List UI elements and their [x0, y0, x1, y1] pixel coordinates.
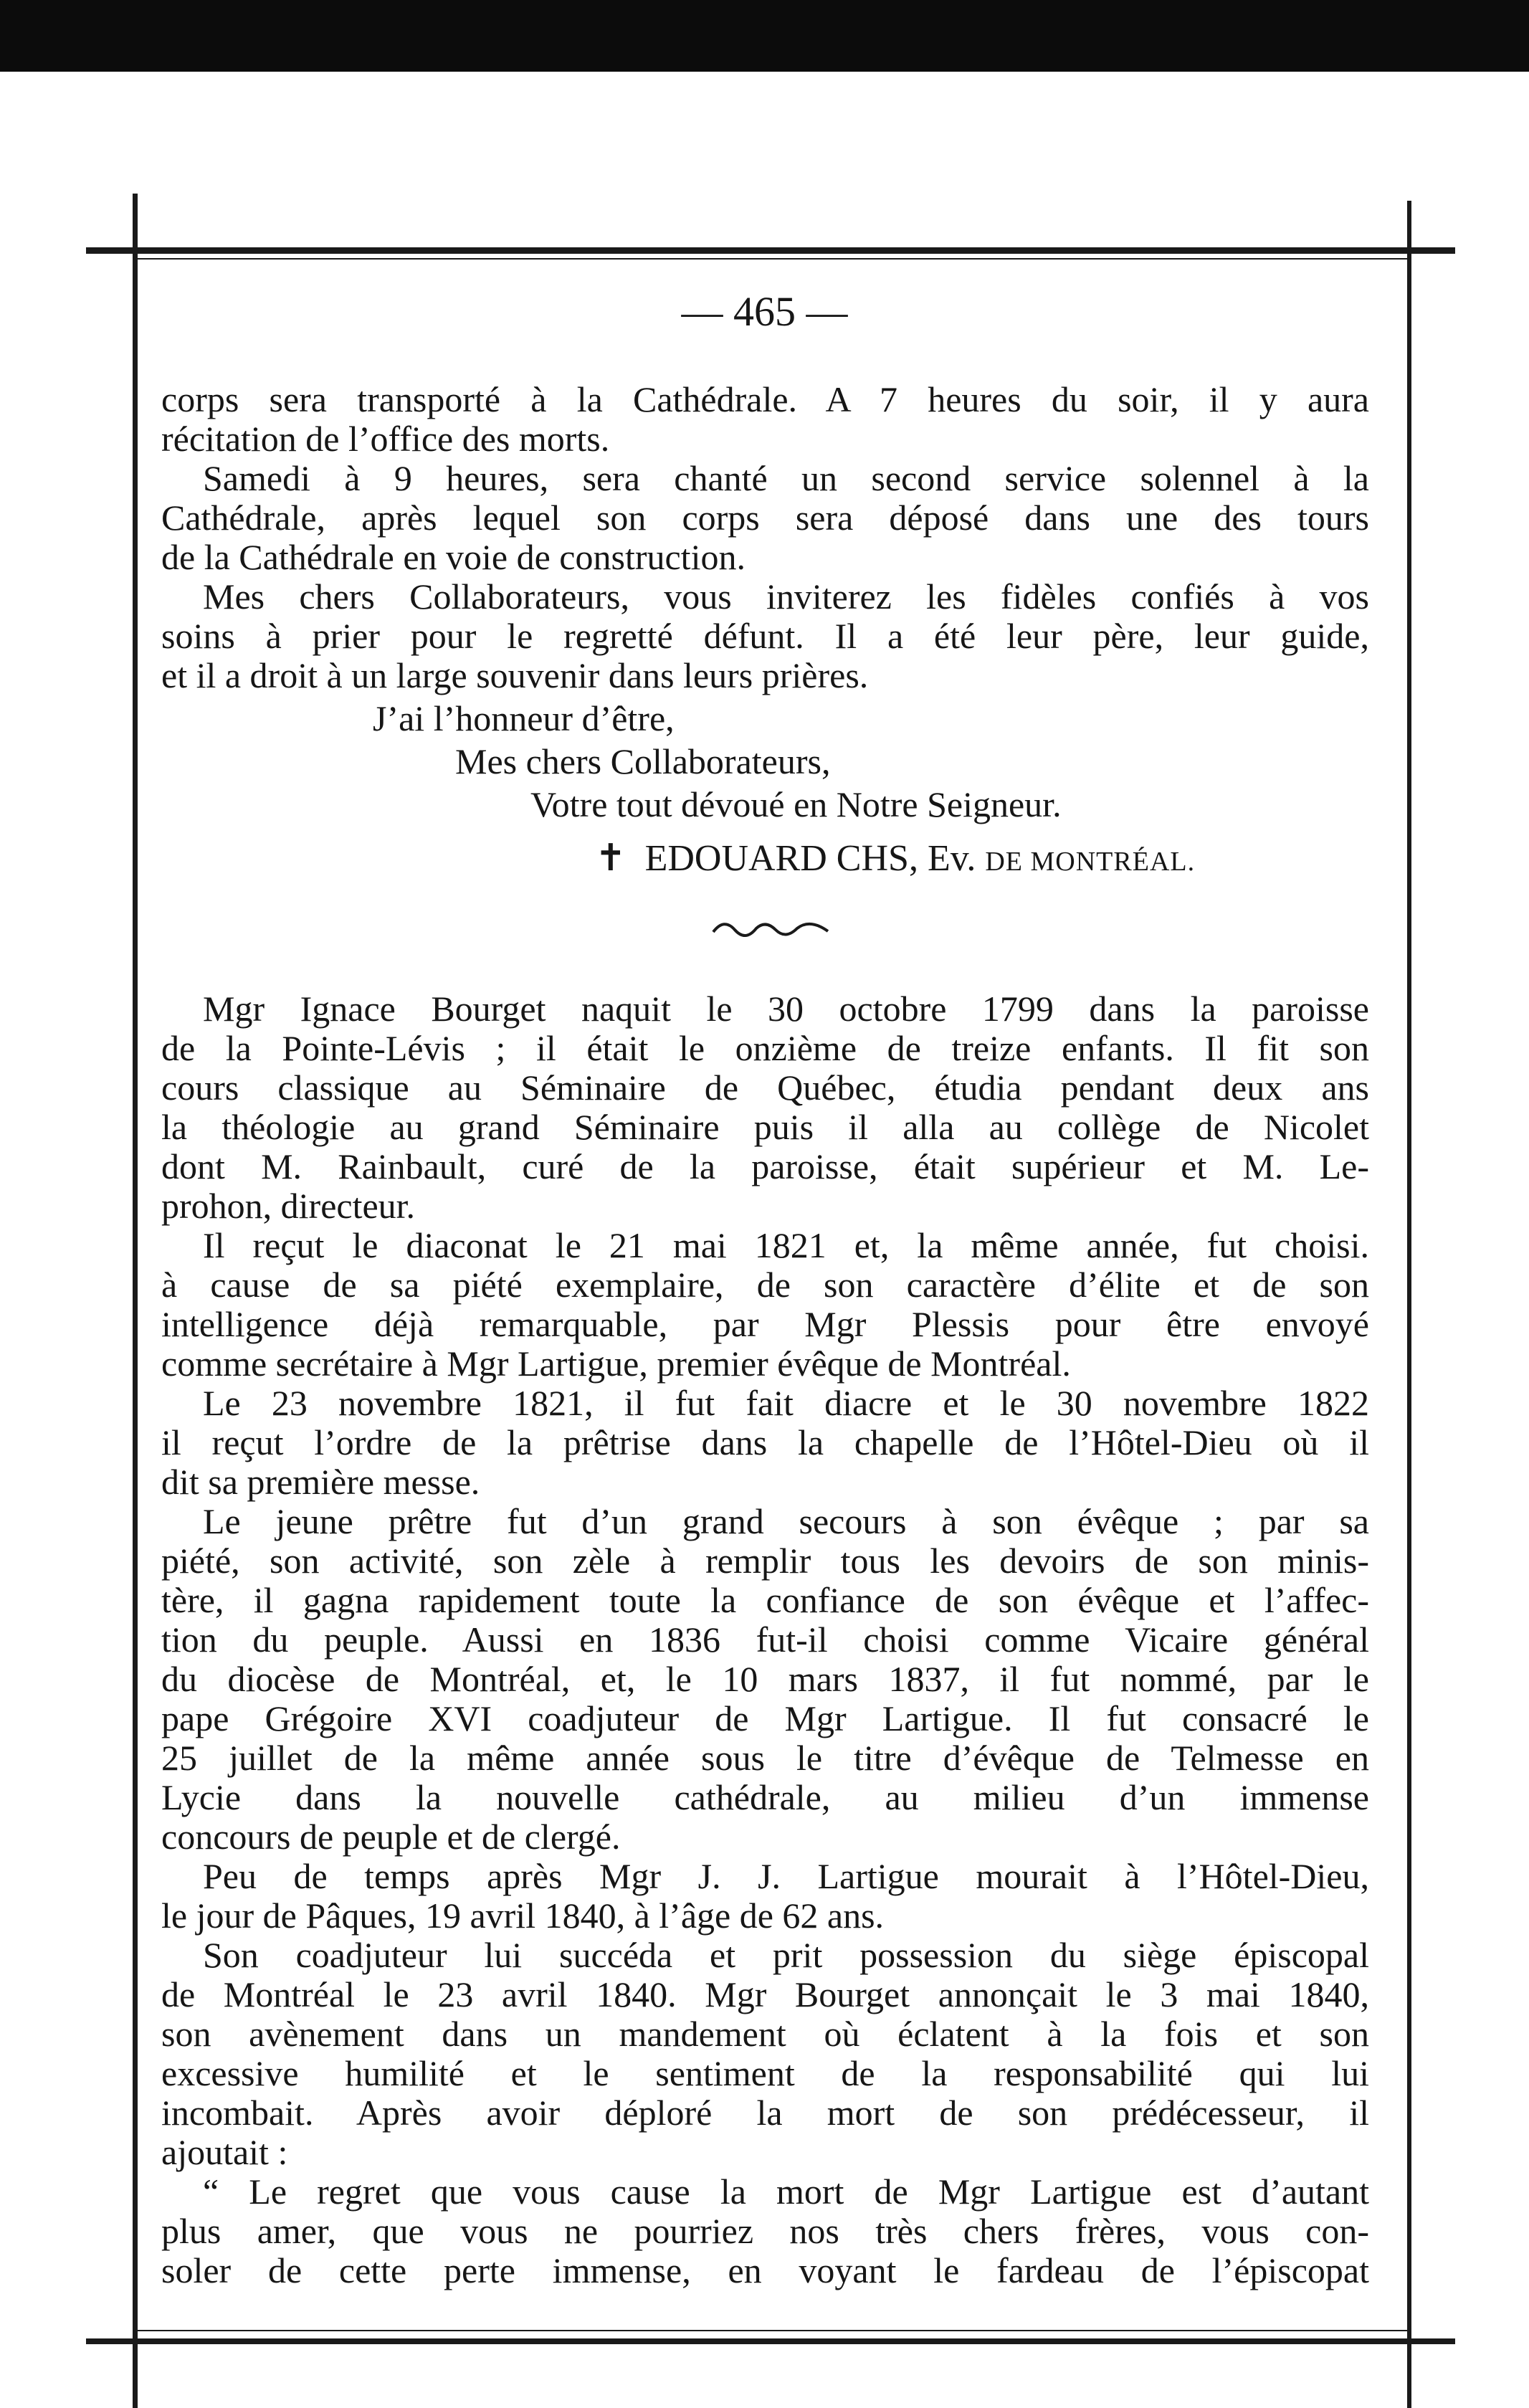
- paragraph: [161, 459, 1369, 577]
- biography-text-block: [161, 989, 1369, 2290]
- text-line: ajoutait :: [161, 2132, 288, 2172]
- text-line: Cathédrale, après lequel son corps sera déposé dans une des tours: [161, 498, 1369, 538]
- text-line: récitation de l’office des morts.: [161, 419, 610, 459]
- text-line: plus amer, que vous ne pourriez nos très chers frères, vous con-: [161, 2211, 1369, 2251]
- closing-line: J’ai l’honneur d’être,: [373, 698, 675, 738]
- text-line: Il reçut le diaconat le 21 mai 1821 et, la même année, fut choisi.: [203, 1225, 1369, 1265]
- text-line: soler de cette perte immense, en voyant le fardeau de l’épiscopat: [161, 2250, 1369, 2290]
- signature-name: EDOUARD CHS, Ev.: [644, 838, 976, 879]
- text-line: cours classique au Séminaire de Québec, étudia pendant deux ans: [161, 1067, 1369, 1108]
- text-line: dont M. Rainbault, curé de la paroisse, était supérieur et M. Le-: [161, 1146, 1369, 1186]
- text-line: pape Grégoire XVI coadjuteur de Mgr Lartigue. Il fut consacré le: [161, 1698, 1369, 1738]
- paragraph: [161, 2172, 1369, 2290]
- text-line: la théologie au grand Séminaire puis il alla au collège de Nicolet: [161, 1107, 1369, 1147]
- text-line: concours de peuple et de clergé.: [161, 1817, 621, 1857]
- paragraph: [161, 1936, 1369, 2172]
- paragraph: [161, 1857, 1369, 1936]
- text-line: de la Cathédrale en voie de construction.: [161, 537, 746, 577]
- text-line: de Montréal le 23 avril 1840. Mgr Bourget annonçait le 3 mai 1840,: [161, 1974, 1369, 2014]
- paragraph: [161, 1226, 1369, 1384]
- text-line: Le 23 novembre 1821, il fut fait diacre et le 30 novembre 1822: [203, 1383, 1369, 1423]
- text-line: tion du peuple. Aussi en 1836 fut-il choisi comme Vicaire général: [161, 1619, 1369, 1660]
- signature-title: DE MONTRÉAL.: [985, 847, 1196, 877]
- text-line: du diocèse de Montréal, et, le 10 mars 1837, il fut nommé, par le: [161, 1659, 1369, 1699]
- closing-line: Votre tout dévoué en Notre Seigneur.: [530, 784, 1062, 824]
- text-line: dit sa première messe.: [161, 1462, 480, 1502]
- cross-icon: ✝: [595, 838, 627, 879]
- text-line: Mgr Ignace Bourget naquit le 30 octobre 1799 dans la paroisse: [203, 989, 1369, 1029]
- text-line: de la Pointe-Lévis ; il était le onzième de treize enfants. Il fit son: [161, 1028, 1369, 1068]
- text-line: prohon, directeur.: [161, 1186, 416, 1226]
- page-frame-bottom-rule: [86, 2338, 1455, 2344]
- text-line: son avènement dans un mandement où éclatent à la fois et son: [161, 2014, 1369, 2054]
- paragraph: [161, 1384, 1369, 1502]
- text-line: il reçut l’ordre de la prêtrise dans la chapelle de l’Hôtel-Dieu où il: [161, 1422, 1369, 1462]
- page-frame-bottom-inner-rule: [136, 2330, 1409, 2331]
- page-frame-left-border: [133, 194, 138, 2408]
- text-line: corps sera transporté à la Cathédrale. A 7 heures du soir, il y aura: [161, 379, 1369, 419]
- text-line: Lycie dans la nouvelle cathédrale, au milieu d’un immense: [161, 1777, 1369, 1817]
- text-line: excessive humilité et le sentiment de la responsabilité qui lui: [161, 2053, 1369, 2093]
- signature: [595, 837, 1195, 883]
- text-line: 25 juillet de la même année sous le titre d’évêque de Telmesse en: [161, 1738, 1369, 1778]
- text-line: le jour de Pâques, 19 avril 1840, à l’âge de 62 ans.: [161, 1895, 885, 1936]
- text-line: soins à prier pour le regretté défunt. Il a été leur père, leur guide,: [161, 616, 1369, 656]
- text-line: piété, son activité, son zèle à remplir tous les devoirs de son minis-: [161, 1541, 1369, 1581]
- text-line: à cause de sa piété exemplaire, de son caractère d’élite et de son: [161, 1265, 1369, 1305]
- paragraph: [161, 380, 1369, 459]
- closing-line: Mes chers Collaborateurs,: [455, 741, 831, 781]
- paragraph: [161, 1502, 1369, 1857]
- page-frame-top-inner-rule: [136, 258, 1409, 260]
- text-line: comme secrétaire à Mgr Lartigue, premier évêque de Montréal.: [161, 1343, 1071, 1384]
- page-number: — 465 —: [681, 288, 848, 335]
- page-frame-top-rule: [86, 247, 1455, 254]
- text-line: Le jeune prêtre fut d’un grand secours à son évêque ; par sa: [203, 1501, 1369, 1541]
- paragraph: [161, 577, 1369, 695]
- text-line: “ Le regret que vous cause la mort de Mgr Lartigue est d’autant: [203, 2171, 1369, 2212]
- paragraph: [161, 989, 1369, 1226]
- text-line: Samedi à 9 heures, sera chanté un second service solennel à la: [203, 458, 1369, 498]
- text-line: Son coadjuteur lui succéda et prit possession du siège épiscopal: [203, 1935, 1369, 1975]
- text-line: tère, il gagna rapidement toute la confiance de son évêque et l’affec-: [161, 1580, 1369, 1620]
- text-line: incombait. Après avoir déploré la mort de son prédécesseur, il: [161, 2093, 1369, 2133]
- text-line: Mes chers Collaborateurs, vous inviterez les fidèles confiés à vos: [203, 576, 1369, 617]
- letter-text-block: [161, 380, 1369, 695]
- scan-top-band: [0, 0, 1529, 72]
- page-frame-right-border: [1407, 201, 1411, 2408]
- text-line: Peu de temps après Mgr J. J. Lartigue mourait à l’Hôtel-Dieu,: [203, 1856, 1369, 1896]
- text-line: et il a droit à un large souvenir dans leurs prières.: [161, 655, 869, 695]
- text-line: intelligence déjà remarquable, par Mgr Plessis pour être envoyé: [161, 1304, 1369, 1344]
- flourish-ornament-icon: [710, 914, 832, 943]
